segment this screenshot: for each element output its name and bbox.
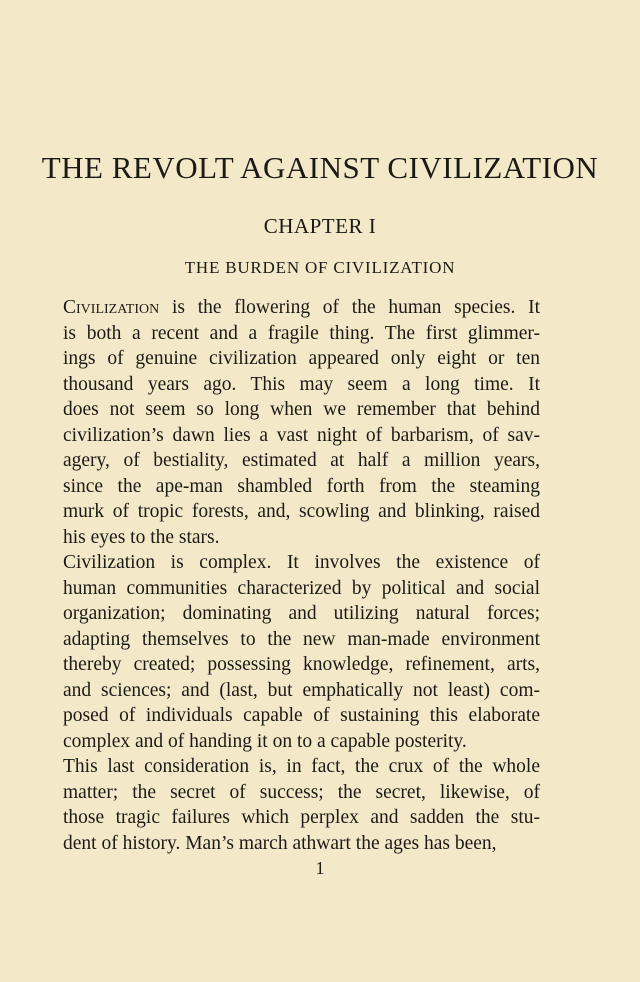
text-line	[63, 780, 540, 806]
text-line	[63, 321, 540, 347]
paragraph	[63, 754, 540, 856]
line-text: his eyes to the stars.	[63, 526, 220, 548]
line-text: those tragic failures which perplex and sadden the stu-	[63, 807, 540, 828]
line-text: organization; dominating and utilizing natural forces;	[63, 603, 540, 624]
text-line	[63, 576, 540, 602]
text-line	[63, 678, 540, 704]
text-line	[63, 423, 540, 449]
paragraph	[63, 295, 540, 550]
text-line	[63, 448, 540, 474]
line-text: Civilization is complex. It involves the existence of	[63, 552, 540, 573]
text-line	[63, 627, 540, 653]
text-line	[63, 805, 540, 831]
line-text: posed of individuals capable of sustaining this elaborate	[63, 705, 540, 726]
text-line	[63, 652, 540, 678]
text-line	[63, 703, 540, 729]
text-line	[63, 550, 540, 576]
line-text: and sciences; and (last, but emphatically not least) com-	[63, 679, 540, 701]
line-text: human communities characterized by political and social	[63, 577, 540, 599]
line-text: does not seem so long when we remember that behind	[63, 399, 540, 420]
line-text: complex and of handing it on to a capable posterity.	[63, 730, 467, 752]
line-text: dent of history. Man’s march athwart the ages has been,	[63, 832, 497, 854]
chapter-heading: CHAPTER I	[263, 214, 377, 238]
line-text: murk of tropic forests, and, scowling and blinking, raised	[63, 501, 540, 522]
text-line	[63, 601, 540, 627]
chapter-title: THE BURDEN OF CIVILIZATION	[184, 258, 456, 277]
text-line	[63, 525, 540, 551]
text-line	[63, 729, 540, 755]
body-text	[63, 295, 540, 856]
line-text: thereby created; possessing knowledge, refinement, arts,	[63, 654, 540, 675]
paragraph	[63, 550, 540, 754]
line-text: matter; the secret of success; the secret, likewise, of	[63, 781, 540, 803]
text-line	[63, 372, 540, 398]
line-text: since the ape-man shambled forth from the steaming	[63, 475, 540, 497]
text-line	[63, 499, 540, 525]
text-line	[63, 474, 540, 500]
book-title: THE REVOLT AGAINST CIVILIZATION	[41, 150, 599, 185]
line-text: is the flowering of the human species. It	[159, 297, 540, 318]
line-text: agery, of bestiality, estimated at half a million years,	[63, 450, 540, 471]
line-text: is both a recent and a fragile thing. The first glimmer-	[63, 322, 540, 344]
text-line	[63, 397, 540, 423]
line-text: ings of genuine civilization appeared only eight or ten	[63, 348, 540, 369]
text-line	[63, 831, 540, 857]
text-line	[63, 295, 540, 321]
line-text: civilization’s dawn lies a vast night of barbarism, of sav-	[63, 424, 540, 446]
text-line	[63, 346, 540, 372]
text-line	[63, 754, 540, 780]
small-caps-lead: Civilization	[63, 297, 160, 318]
line-text: adapting themselves to the new man-made environment	[63, 628, 540, 650]
line-text: This last consideration is, in fact, the crux of the whole	[63, 756, 540, 777]
page-number: 1	[315, 858, 325, 878]
line-text: thousand years ago. This may seem a long time. It	[63, 373, 540, 395]
